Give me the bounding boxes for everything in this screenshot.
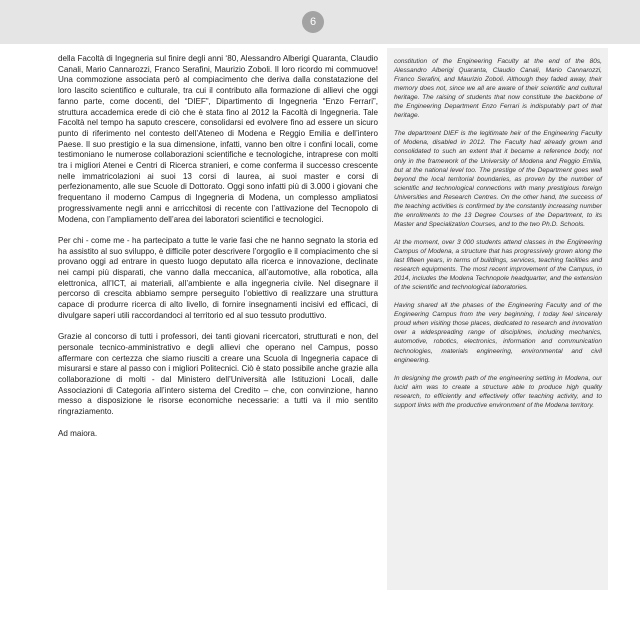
page-number: 6 [302,11,324,33]
english-text-column [387,48,608,590]
english-paragraph: The department DIEF is the legitimate heir of the Engineering Faculty of Modena, disabled in 2012. The Faculty had already grown and consolidated to such an extent that it became a reference body, not only in the framework of the University of Modena and Reggio Emilia, but at the national level too. The prestige of the Department goes well beyond the local territorial boundaries, as proven by the number of scientific and technological connections with many prestigious foreign Universities and Research Centres. On the other hand, the success of the teaching activities is confirmed by the constantly increasing number the enrollments to the 13 Degree Courses of the Department, to its Master and Specialization Courses, and to the two Ph.D. Schools. [394,130,602,228]
italian-paragraph: Grazie al concorso di tutti i professori, dei tanti giovani ricercatori, strutturati e non, del personale tecnico-amministrativo e degli allievi che operano nel Campus, posso affermare con certezza che siamo riusciti a creare una Scuola di Ingegneria capace di misurarsi e stare al passo con i migliori Politecnici. Ciò è stato possibile anche grazie alla collaborazione di molti - dal Ministero dell’Università alle Istituzioni Locali, dalle Associazioni di Categoria all’intero sistema del Credito – che, con convinzione, hanno messo a disposizione le risorse economiche necessarie: a tutti va il mio sentito ringraziamento. [58,332,378,417]
italian-paragraph: Ad maiora. [58,428,98,438]
italian-text-column [58,54,378,450]
english-paragraph: At the moment, over 3 000 students attend classes in the Engineering Campus of Modena, a structure that has progressively grown along the last fifteen years, in terms of buildings, services, teaching facilities and research equipments. The most recent improvement of the Campus, in 2014, includes the Modena Technopole headquarter, and the extension of the scientific and technological laboratories. [394,238,602,292]
english-paragraph: Having shared all the phases of the Engineering Faculty and of the Engineering Campus from the very beginning, I today feel sincerely proud when visiting those places, dedicated to research and innovation over a widespreading range of disciplines, including mechanics, automotive, robotics, electronics, information and communication technologies, materials engineering, environmental and civil engineering. [394,302,602,364]
page-header [0,0,640,44]
english-paragraph: constitution of the Engineering Faculty at the end of the 80s, Alessandro Alberigi Quaranta, Claudio Canali, Mario Cannarozzi, Franco Serafini, and Maurizio Zoboli. Although they faded away, their memory does not, since we all are aware of their scientific and cultural heritage. The raising of students that now constitute the backbone of the Engineering Department Enzo Ferrari is indisputably part of that heritage. [394,58,602,120]
english-paragraph: In designing the growth path of the engineering setting in Modena, our lucid aim was to create a structure able to produce high quality research, to efficiently and effectively offer teaching activity, and to support links with the productive environment of the Modena territory. [394,374,602,409]
italian-paragraph: della Facoltà di Ingegneria sul finire degli anni ‘80, Alessandro Alberigi Quaranta, Claudio Canali, Mario Cannarozzi, Franco Serafini, Maurizio Zoboli. Il loro ricordo mi commuove! Una commozione associata però al compiacimento che deriva dalla constatazione del loro lascito scientifico e culturale, tra cui il contributo alla formazione di allievi che oggi fanno parte, come docenti, del “DIEF”, Dipartimento di Ingegneria “Enzo Ferrari”, struttura accademica erede di ciò che è stata fino al 2012 la Facoltà di Ingegneria. Tale Facoltà nel tempo ha saputo crescere, consolidarsi ed evolvere fino ad essere un sicuro punto di riferimento nel contesto dell’Ateneo di Modena e Reggio Emilia e dell’intero Paese. Il suo prestigio e la sua dimensione, infatti, vanno ben oltre i confini locali, come testimoniano le numerose collaborazioni scientifiche e tecnologiche, intraprese con molti tra i migliori Atenei e Centri di Ricerca stranieri, e come conferma il successo crescente nelle immatricolazioni ai suoi 13 corsi di laurea, ai suoi master e corsi di perfezionamento, alle sue Scuole di Dottorato. Oggi sono infatti più di 3.000 i giovani che frequentano il moderno Campus di Ingegneria di Modena, un complesso ampliatosi progressivamente negli anni e arricchitosi di recente con l’attivazione del Tecnopolo di Modena, con l’ampliamento dell’area dei laboratori scientifici e tecnologici. [58,54,378,224]
italian-paragraph: Per chi - come me - ha partecipato a tutte le varie fasi che ne hanno segnato la storia ed ha assistito al suo sviluppo, è difficile poter descrivere l’orgoglio e il compiacimento che si provano oggi ad entrare in questo luogo deputato alla ricerca e innovazione, declinate nei campi più disparati, che vanno dalla meccanica, all’automotive, alla robotica, alla elettronica, all’ICT, ai materiali, all’ambiente e alla ingegneria civile. Nel disegnare il percorso di crescita abbiamo sempre perseguito l’obiettivo di realizzare una struttura capace di produrre ricerca di alto livello, di fornire insegnamenti incisivi ed efficaci, di divulgare saperi utili raccordandoci al territorio ed al suo tessuto produttivo. [58,235,378,320]
